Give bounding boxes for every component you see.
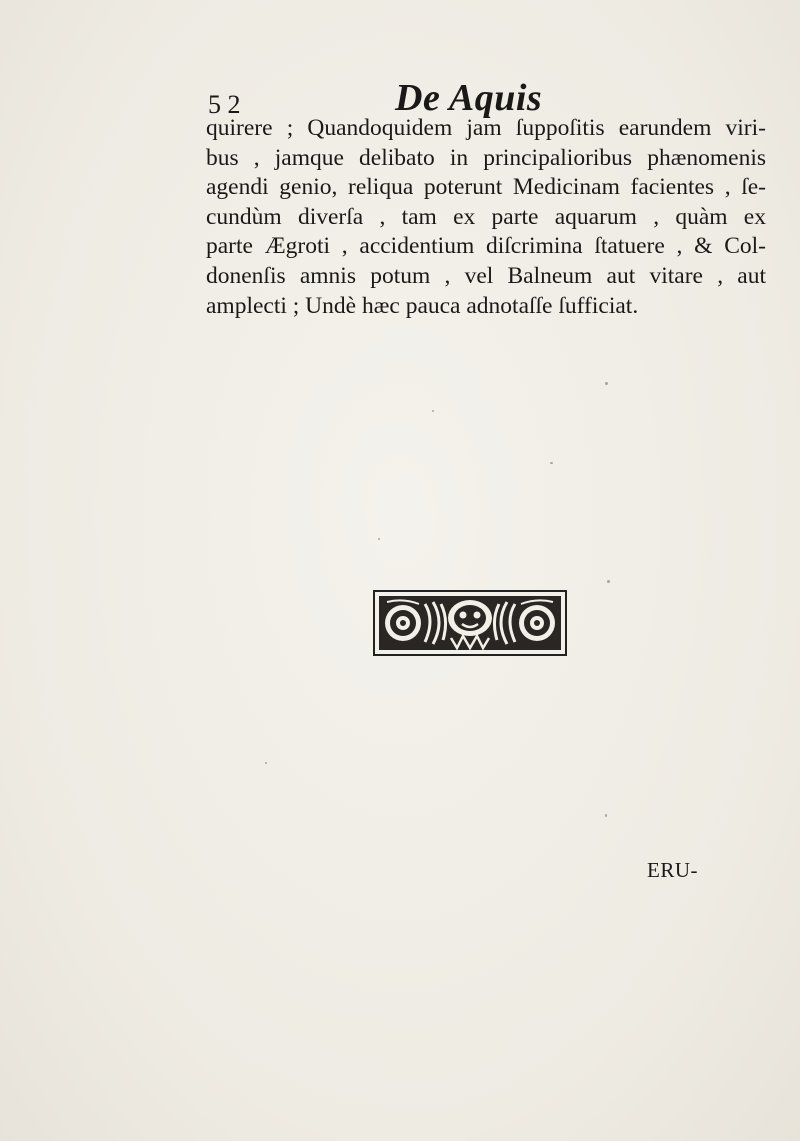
- paper-speck: [605, 382, 608, 385]
- paper-speck: [378, 538, 380, 540]
- text-line: cundùm diverſa , tam ex parte aquarum , quàm ex: [206, 203, 766, 230]
- running-title: De Aquis: [395, 77, 543, 119]
- body-paragraph: [206, 114, 766, 321]
- paper-speck: [265, 762, 267, 764]
- text-line: parte Ægroti , accidentium diſcrimina ſtatuere , & Col-: [206, 233, 766, 260]
- text-line: bus , jamque delibato in principalioribus phænomenis: [206, 144, 766, 171]
- paper-speck: [607, 580, 610, 583]
- text-line: agendi genio, reliqua poterunt Medicinam facientes , ſe-: [206, 174, 766, 201]
- text-line: amplecti ; Undè hæc pauca adnotaſſe ſufficiat.: [206, 292, 639, 319]
- text-line: donenſis amnis potum , vel Balneum aut vitare , aut: [206, 262, 766, 289]
- paper-speck: [432, 410, 434, 412]
- page-number: 5 2: [208, 90, 241, 119]
- paper-speck: [605, 814, 607, 817]
- text-line: quirere ; Quandoquidem jam ſuppoſitis earundem viri-: [206, 115, 766, 141]
- catchword: ERU-: [647, 858, 698, 882]
- paper-speck: [550, 462, 553, 464]
- printers-ornament-icon: [373, 590, 567, 656]
